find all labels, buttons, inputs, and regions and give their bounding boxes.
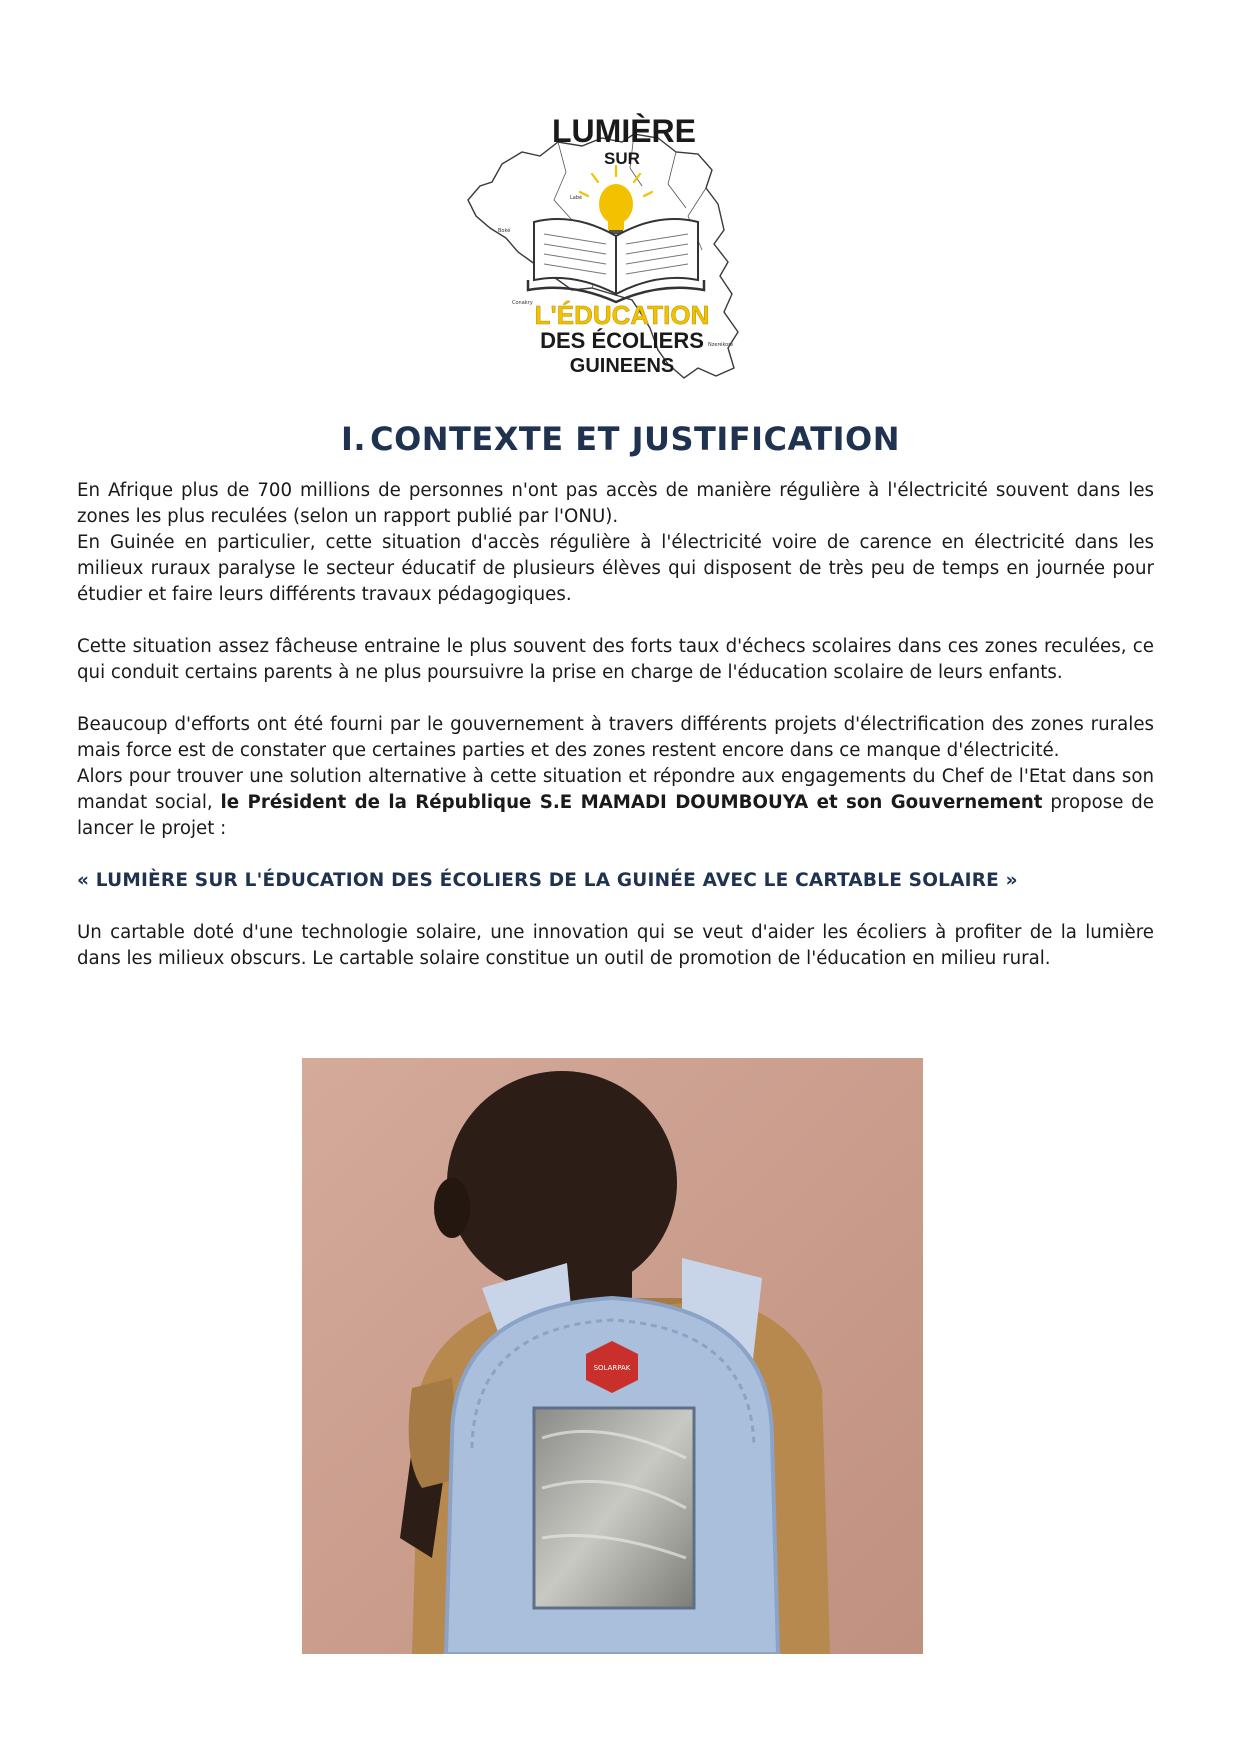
paragraph-efforts: Beaucoup d'efforts ont été fourni par le gouvernement à travers différents projets d'électrification des zones rurales mais force est de constater que certaines parties et des zones restent encore dans ce manque d'électricité. [77,714,1154,761]
logo-title-line2: SUR [604,149,640,168]
paragraph-echecs: Cette situation assez fâcheuse entraine le plus souvent des forts taux d'échecs scolaires dans ces zones reculées, ce qui conduit certains parents à ne plus poursuivre la prise en charge de l'éducation scolaire de leurs enfants. [77,636,1154,683]
section-heading [0,420,1241,458]
solar-panel [534,1408,694,1608]
document-body [77,478,1154,972]
paragraph-solution-end: propose de lancer le projet : [77,792,1154,839]
paragraph-solution-start: Alors pour trouver une solution alternative à cette situation et répondre aux engagements du Chef de l'Etat dans son mandat social, [77,766,1154,813]
paragraph-guinee: En Guinée en particulier, cette situation d'accès régulière à l'électricité voire de carence en électricité dans les milieux ruraux paralyse le secteur éducatif de plusieurs élèves qui disposent de très peu de temps en journée pour étudier et faire leurs différents travaux pédagogiques. [77,532,1154,605]
paragraph-solution [77,764,1154,842]
project-logo [462,112,780,388]
badge-text: SOLARPAK [593,1364,631,1372]
map-label: Conakry [512,300,533,306]
map-label: Boké [498,228,511,234]
paragraph-cartable: Un cartable doté d'une technologie solaire, une innovation qui se veut d'aider les écoliers à profiter de la lumière dans les milieux obscurs. Le cartable solaire constitue un outil de promotion de l'éducation en milieu rural. [77,922,1154,969]
map-label: Labé [570,195,583,201]
paragraph-solution-bold: le Président de la République S.E MAMADI DOUMBOUYA et son Gouvernement [220,792,1043,813]
project-title: « LUMIÈRE SUR L'ÉDUCATION DES ÉCOLIERS DE LA GUINÉE AVEC LE CARTABLE SOLAIRE » [77,870,1018,891]
logo-title-line4: DES ÉCOLIERS [540,328,704,353]
logo-title-line3: L'ÉDUCATION [534,300,710,330]
logo-title-line5: GUINEENS [569,355,675,377]
solar-backpack-photo [302,1058,923,1654]
map-label: Nzerékoré [708,342,734,348]
paragraph-afrique: En Afrique plus de 700 millions de personnes n'ont pas accès de manière régulière à l'électricité souvent dans les zones les plus reculées (selon un rapport publié par l'ONU). [77,480,1154,527]
logo-title-line1: LUMIÈRE [552,113,696,149]
section-number: I. [341,420,367,458]
child-with-solar-backpack-illustration [302,1058,923,1654]
logo-graphic [462,112,780,388]
section-title-text: CONTEXTE ET JUSTIFICATION [370,420,900,458]
